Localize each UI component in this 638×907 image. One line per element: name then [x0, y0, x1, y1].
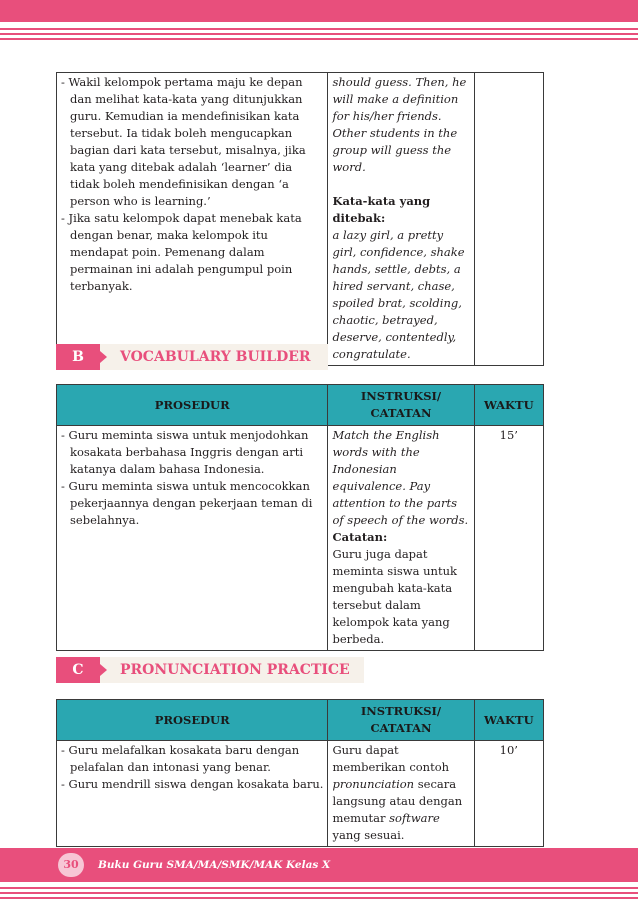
instruction-text: Match the English words with the Indonesian equivalence. Pay attention to the parts of speech of the words.: [332, 428, 469, 527]
time-cell: [474, 73, 543, 366]
time-cell: 15’: [474, 426, 543, 651]
header-stripe: [0, 28, 638, 30]
instruction-text: should guess. Then, he will make a definition for his/her friends. Other students in the group will guess the word.: [332, 75, 467, 174]
header-instruction: INSTRUKSI/ CATATAN: [328, 385, 474, 426]
book-title: Buku Guru SMA/MA/SMK/MAK Kelas X: [98, 859, 331, 871]
instruction-text: secara langsung atau dengan memutar: [332, 777, 463, 825]
instruction-text: yang sesuai.: [332, 828, 405, 842]
instruction-cell: [328, 426, 474, 651]
arrow-icon: [100, 351, 107, 363]
note-label: Catatan:: [332, 530, 388, 544]
section-b-header: [56, 344, 328, 370]
procedure-item: - Guru meminta siswa untuk mencocokkan pekerjaannya dengan pekerjaan teman di sebelahnya.: [61, 479, 313, 527]
footer-stripe: [0, 897, 638, 899]
instruction-text: Guru dapat memberikan contoh: [332, 743, 450, 774]
section-title: VOCABULARY BUILDER: [120, 349, 311, 365]
table-vocabulary-builder: [56, 384, 544, 651]
table-header-row: [57, 700, 544, 741]
table-row: [57, 73, 544, 366]
procedure-item: - Jika satu kelompok dapat menebak kata dengan benar, maka kelompok itu mendapat poin. Pemenang dalam permainan ini adalah pengumpul poin terbanyak.: [61, 211, 302, 293]
footer-stripe: [0, 892, 638, 894]
procedure-item: - Guru melafalkan kosakata baru dengan pelafalan dan intonasi yang benar.: [61, 743, 300, 774]
header-bar: [0, 0, 638, 22]
table-pronunciation-practice: [56, 699, 544, 847]
procedure-cell: [57, 426, 328, 651]
header-instruction: INSTRUKSI/ CATATAN: [328, 700, 474, 741]
section-title: PRONUNCIATION PRACTICE: [120, 662, 350, 678]
table-row: [57, 426, 544, 651]
section-letter: C: [56, 657, 100, 683]
procedure-item: - Wakil kelompok pertama maju ke depan dan melihat kata-kata yang ditunjukkan guru. Kemudian ia mendefinisikan kata tersebut. Ia tidak boleh mengucapkan bagian dari kata tersebut, misalnya, jika kata yang ditebak adalah ‘learner’ dia tidak boleh mendefinisikan dengan ‘a person who is learning.’: [61, 75, 306, 208]
procedure-cell: [57, 73, 328, 366]
header-stripe: [0, 33, 638, 35]
table-row: [57, 741, 544, 847]
procedure-cell: [57, 741, 328, 847]
section-letter: B: [56, 344, 100, 370]
header-procedure: PROSEDUR: [57, 700, 328, 741]
instruction-cell: [328, 73, 474, 366]
instruction-cell: [328, 741, 474, 847]
instruction-text-italic: pronunciation: [332, 777, 415, 791]
guess-words-label: Kata-kata yang ditebak:: [332, 194, 431, 225]
header-procedure: PROSEDUR: [57, 385, 328, 426]
page-number: 30: [58, 853, 84, 877]
guess-words: a lazy girl, a pretty girl, confidence, shake hands, settle, debts, a hired servant, chase, spoiled brat, scolding, chaotic, betrayed, deserve, contentedly, congratulate.: [332, 228, 465, 361]
header-time: WAKTU: [474, 700, 543, 741]
table-header-row: [57, 385, 544, 426]
header-time: WAKTU: [474, 385, 543, 426]
time-cell: 10’: [474, 741, 543, 847]
arrow-icon: [100, 664, 107, 676]
instruction-text-italic: software: [389, 811, 440, 825]
header-stripe: [0, 38, 638, 40]
procedure-item: - Guru mendrill siswa dengan kosakata baru.: [61, 777, 324, 791]
note-text: Guru juga dapat meminta siswa untuk mengubah kata-kata tersebut dalam kelompok kata yang berbeda.: [332, 547, 457, 646]
footer-stripe: [0, 887, 638, 889]
section-c-header: [56, 657, 364, 683]
procedure-item: - Guru meminta siswa untuk menjodohkan kosakata berbahasa Inggris dengan arti katanya dalam bahasa Indonesia.: [61, 428, 309, 476]
table-section-a-continued: [56, 72, 544, 366]
